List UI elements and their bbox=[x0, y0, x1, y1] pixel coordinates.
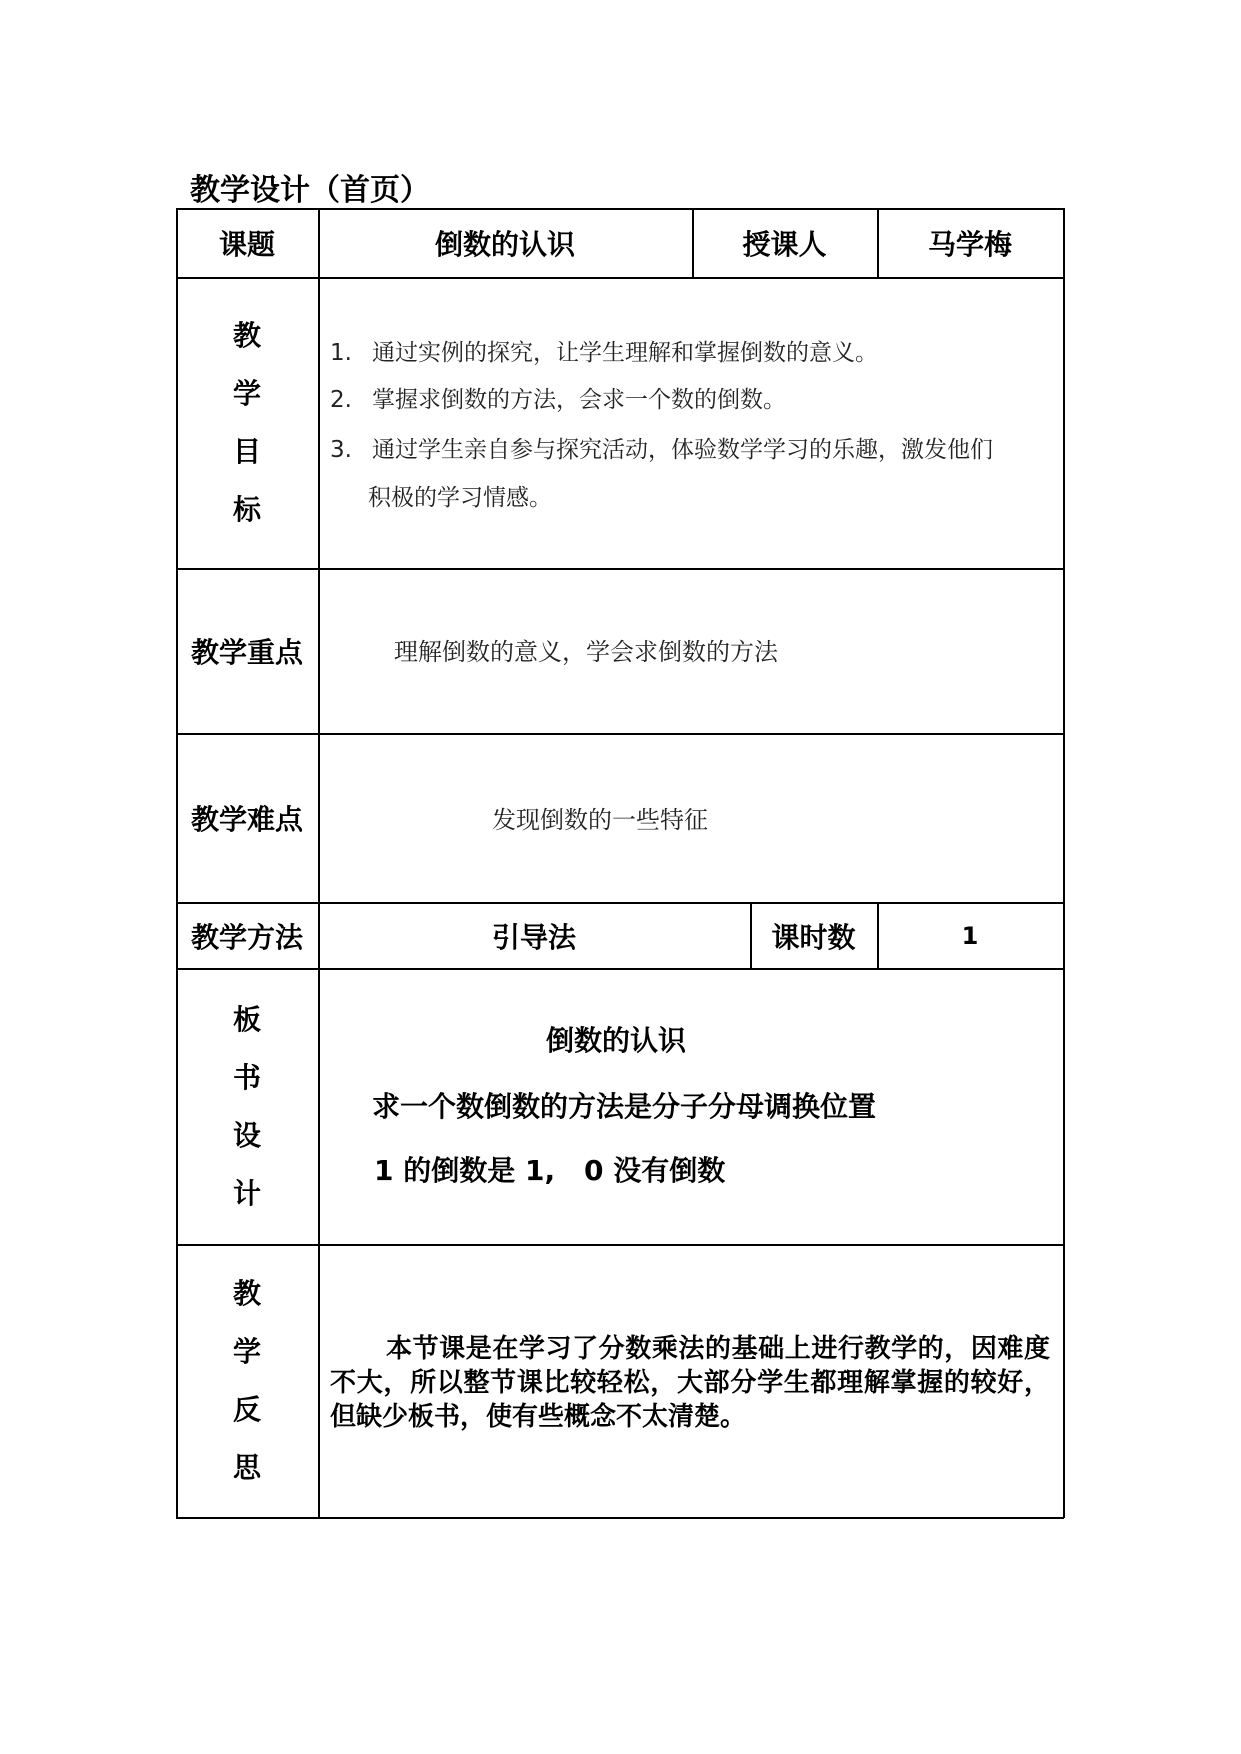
teacher-value: 马学梅 bbox=[927, 228, 1012, 261]
goal-number: 2. bbox=[330, 387, 352, 413]
reflection-text: 本节课是在学习了分数乘法的基础上进行教学的，因难度不大，所以整节课比较轻松，大部分学生都理解掌握的较好，但缺少板书，使有些概念不太清楚。 bbox=[330, 1334, 1050, 1432]
board-label-char: 计 bbox=[232, 1176, 261, 1210]
method-label: 教学方法 bbox=[190, 920, 303, 954]
goal-text: 掌握求倒数的方法，会求一个数的倒数。 bbox=[372, 387, 786, 413]
reflection-label-char: 学 bbox=[232, 1335, 261, 1368]
goals-label-char: 目 bbox=[232, 435, 261, 468]
difficulty-text: 发现倒数的一些特征 bbox=[492, 806, 708, 834]
board-line: 1 的倒数是 1, bbox=[374, 1154, 556, 1187]
key-point-label: 教学重点 bbox=[190, 636, 303, 669]
reflection-label-char: 反 bbox=[232, 1393, 261, 1426]
board-label-char: 设 bbox=[232, 1118, 261, 1152]
goal-number: 1. bbox=[330, 340, 352, 366]
hours-value: 1 bbox=[961, 921, 979, 950]
board-heading: 倒数的认识 bbox=[546, 1024, 687, 1057]
reflection-label-char: 思 bbox=[232, 1451, 261, 1484]
topic-value: 倒数的认识 bbox=[434, 228, 575, 261]
board-line: 求一个数倒数的方法是分子分母调换位置 bbox=[372, 1090, 877, 1123]
method-value: 引导法 bbox=[491, 920, 576, 954]
goal-item bbox=[330, 435, 993, 465]
board-label-char: 板 bbox=[232, 1002, 261, 1036]
board-label bbox=[176, 969, 318, 1244]
reflection-label-char: 教 bbox=[232, 1277, 261, 1310]
goal-text: 通过学生亲自参与探究活动，体验数学学习的乐趣，激发他们 bbox=[372, 437, 993, 463]
goal-item bbox=[330, 338, 878, 368]
goal-text: 通过实例的探究，让学生理解和掌握倒数的意义。 bbox=[372, 340, 878, 366]
board-line: 0 没有倒数 bbox=[584, 1154, 726, 1187]
reflection-label bbox=[176, 1245, 318, 1517]
document-title: 教学设计（首页） bbox=[190, 173, 430, 208]
table-col-divider bbox=[318, 208, 320, 1518]
table-border-bottom bbox=[176, 1517, 1064, 1519]
goals-label bbox=[176, 278, 318, 568]
goals-label-char: 教 bbox=[232, 319, 261, 352]
topic-label: 课题 bbox=[218, 228, 275, 261]
goals-label-char: 学 bbox=[232, 377, 261, 410]
goals-label-char: 标 bbox=[232, 493, 261, 526]
board-label-char: 书 bbox=[232, 1060, 261, 1094]
hours-label: 课时数 bbox=[771, 920, 856, 954]
goal-item bbox=[330, 385, 786, 415]
difficulty-label: 教学难点 bbox=[190, 803, 303, 836]
goal-number: 3. bbox=[330, 437, 352, 463]
key-point-text: 理解倒数的意义，学会求倒数的方法 bbox=[394, 638, 778, 666]
goal-text-continued: 积极的学习情感。 bbox=[368, 485, 552, 511]
table-border-right bbox=[1063, 208, 1065, 1518]
teacher-label: 授课人 bbox=[742, 228, 827, 261]
